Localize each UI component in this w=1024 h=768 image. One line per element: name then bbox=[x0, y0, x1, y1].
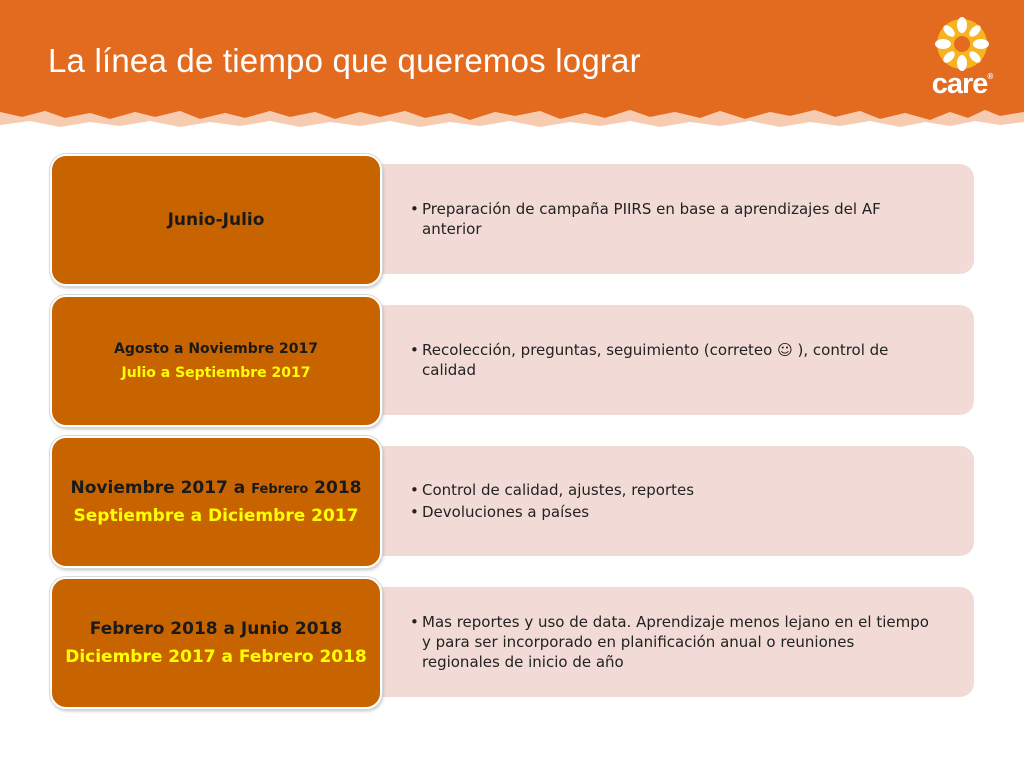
care-hands-circle-icon bbox=[926, 16, 998, 72]
bullet-list bbox=[410, 164, 934, 274]
timeline-period-box-4 bbox=[50, 577, 382, 709]
period-label: Agosto a Noviembre 2017 bbox=[114, 341, 318, 357]
timeline-panel-1 bbox=[368, 164, 974, 274]
bullet-item: • Mas reportes y uso de data. Aprendizaje menos lejano en el tiempo y para ser incorporado en planificación anual o reuniones regionales de inicio de año bbox=[410, 612, 934, 672]
slide-title: La línea de tiempo que queremos lograr bbox=[48, 42, 641, 79]
alt-period-label: Diciembre 2017 a Febrero 2018 bbox=[65, 647, 367, 667]
timeline-panel-4 bbox=[368, 587, 974, 697]
timeline-panel-3 bbox=[368, 446, 974, 556]
bullet-list bbox=[410, 446, 934, 556]
care-logo bbox=[926, 16, 998, 100]
timeline-row-1 bbox=[50, 152, 980, 288]
timeline-period-box-3 bbox=[50, 436, 382, 568]
timeline-row-3 bbox=[50, 434, 980, 570]
timeline-period-box-1 bbox=[50, 154, 382, 286]
bullet-item: • Preparación de campaña PIIRS en base a aprendizajes del AF anterior bbox=[410, 199, 934, 239]
bullet-list bbox=[410, 305, 934, 415]
slide-header bbox=[0, 0, 1024, 130]
timeline-row-4 bbox=[50, 575, 980, 711]
alt-period-label: Julio a Septiembre 2017 bbox=[121, 365, 311, 381]
care-logo-wordmark: care® bbox=[931, 68, 993, 100]
bullet-item: • Devoluciones a países bbox=[410, 502, 934, 522]
period-label: Junio-Julio bbox=[167, 210, 265, 230]
bullet-item: • Control de calidad, ajustes, reportes bbox=[410, 480, 934, 500]
timeline-period-box-2 bbox=[50, 295, 382, 427]
timeline-row-2 bbox=[50, 293, 980, 429]
bullet-item: • Recolección, preguntas, seguimiento (correteo ☺ ), control de calidad bbox=[410, 340, 934, 380]
period-label: Febrero 2018 a Junio 2018 bbox=[89, 619, 343, 639]
period-label: Noviembre 2017 a Febrero 2018 bbox=[70, 478, 362, 498]
timeline-panel-2 bbox=[368, 305, 974, 415]
bullet-list bbox=[410, 587, 934, 697]
alt-period-label: Septiembre a Diciembre 2017 bbox=[73, 506, 359, 526]
